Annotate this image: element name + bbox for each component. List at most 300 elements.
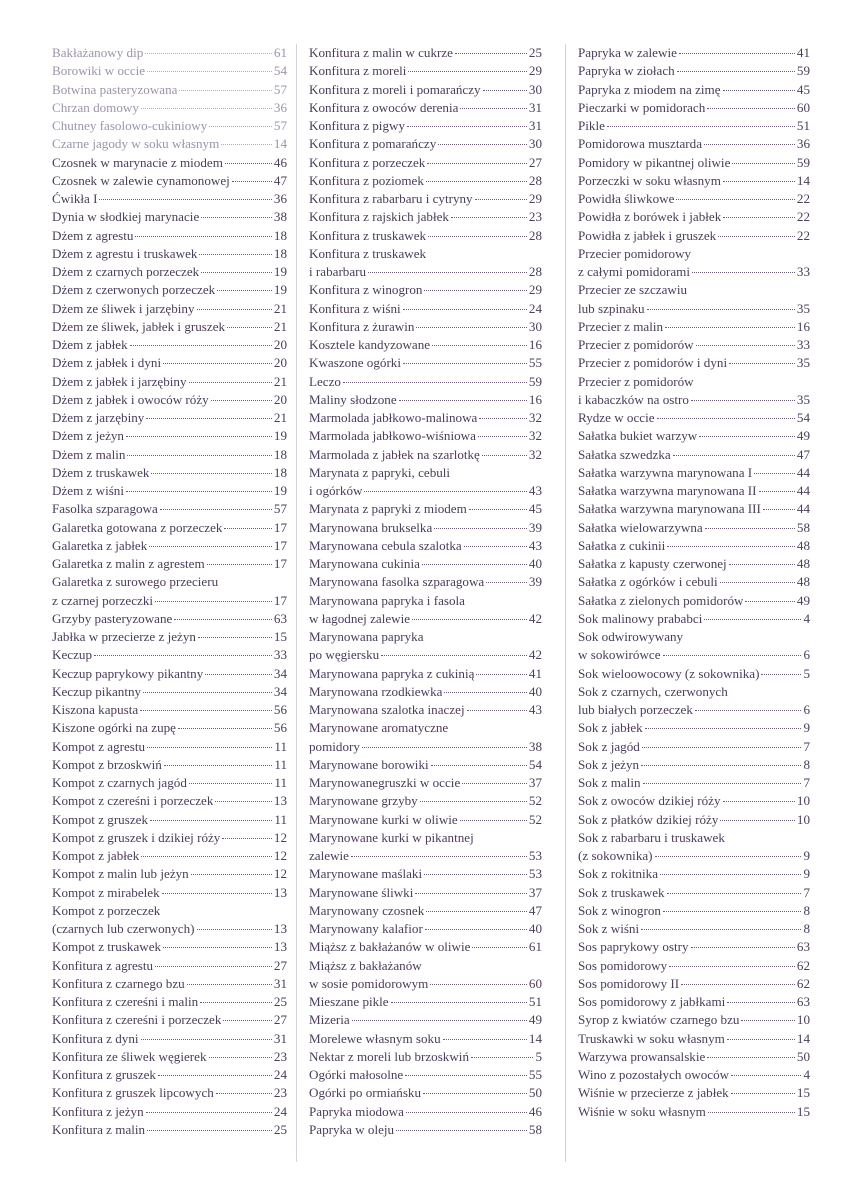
entry-title: Sok z rokitnika <box>578 866 659 882</box>
dot-leader <box>155 955 272 967</box>
entry-page-number: 16 <box>528 391 542 407</box>
entry-title: Dżem z truskawek <box>52 464 150 480</box>
dot-leader <box>223 1009 272 1021</box>
entry-title: Konfitura z poziomek <box>309 172 424 188</box>
dot-leader <box>731 1082 795 1094</box>
entry-title: Powidła śliwkowe <box>578 191 675 206</box>
entry-title: z całymi pomidorami <box>578 264 690 279</box>
entry-page-number: 19 <box>273 282 287 298</box>
entry-page-number: 22 <box>796 191 810 206</box>
entry-title: po węgiersku <box>309 647 380 663</box>
index-entry <box>578 1103 810 1121</box>
dot-leader <box>691 389 795 401</box>
dot-leader <box>424 863 527 875</box>
entry-title: Konfitura z żurawin <box>309 318 415 334</box>
entry-page-number: 14 <box>273 136 287 152</box>
index-entry <box>578 354 810 372</box>
index-entry <box>578 610 810 628</box>
entry-page-number: 39 <box>528 519 542 535</box>
dot-leader <box>695 699 802 711</box>
dot-leader <box>416 316 526 328</box>
entry-page-number: 47 <box>528 902 542 918</box>
entry-page-number: 10 <box>796 793 810 809</box>
dot-leader <box>472 936 526 948</box>
entry-title: Sałatka warzywna marynowana II <box>578 483 757 498</box>
dot-leader <box>362 736 527 748</box>
entry-page-number: 53 <box>528 866 542 882</box>
entry-page-number: 21 <box>273 373 287 389</box>
entry-page-number: 48 <box>796 537 810 553</box>
entry-title: Dżem z jeżyn <box>52 428 124 444</box>
entry-title: Dżem ze śliwek i jarzębiny <box>52 300 195 316</box>
dot-leader <box>368 261 527 273</box>
entry-page-number: 44 <box>796 483 810 498</box>
dot-leader <box>761 663 801 675</box>
entry-page-number: 33 <box>796 337 810 352</box>
entry-page-number: 19 <box>273 428 287 444</box>
dot-leader <box>422 553 527 565</box>
entry-title: Papryka z miodem na zimę <box>578 81 721 97</box>
entry-page-number: 34 <box>273 665 287 681</box>
entry-title: Wino z pozostałych owoców <box>578 1067 730 1082</box>
index-entry <box>309 610 542 628</box>
entry-page-number: 48 <box>796 574 810 590</box>
entry-title: Marynowana cukinia <box>309 556 420 571</box>
entry-page-number: 56 <box>273 702 287 717</box>
dot-leader <box>438 133 527 145</box>
entry-page-number: 32 <box>528 428 542 444</box>
entry-title: Dżem ze śliwek, jabłek i gruszek <box>52 318 226 334</box>
entry-title: Botwina pasteryzowana <box>52 81 178 97</box>
entry-page-number: 18 <box>273 245 287 261</box>
entry-page-number: 17 <box>273 556 287 571</box>
entry-title: Kompot z gruszek <box>52 811 148 827</box>
dot-leader <box>723 206 795 218</box>
dot-leader <box>641 918 801 930</box>
entry-page-number: 59 <box>796 154 810 170</box>
index-entry <box>52 1121 287 1139</box>
entry-page-number: 19 <box>273 264 287 279</box>
entry-page-number: 35 <box>796 355 810 371</box>
entry-title: i kabaczków na ostro <box>578 391 689 407</box>
entry-title: Papryka w zalewie <box>578 45 677 60</box>
entry-title: Sałatka z ogórków i cebuli <box>578 574 718 590</box>
entry-page-number: 12 <box>273 829 287 845</box>
entry-title: Sok z winogron <box>578 902 661 918</box>
entry-page-number: 21 <box>273 410 287 425</box>
dot-leader <box>426 170 527 182</box>
entry-page-number: 20 <box>273 391 287 407</box>
entry-title: i ogórków <box>309 483 363 498</box>
dot-leader <box>412 608 527 620</box>
entry-title: Konfitura z rabarbaru i cytryny <box>309 191 473 206</box>
dot-leader <box>720 809 795 821</box>
entry-title: Bakłażanowy dip <box>52 45 144 60</box>
entry-title: w sosie pomidorowym <box>309 975 429 991</box>
dot-leader <box>147 736 272 748</box>
dot-leader <box>164 754 273 766</box>
entry-page-number: 54 <box>796 410 810 425</box>
dot-leader <box>149 535 272 547</box>
entry-title: Marynowany kalafior <box>309 921 423 936</box>
dot-leader <box>189 772 273 784</box>
entry-title: Kompot z malin lub jeżyn <box>52 866 189 882</box>
entry-title: Konfitura z malin w cukrze <box>309 45 453 60</box>
entry-page-number: 44 <box>796 501 810 517</box>
dot-leader <box>479 407 527 419</box>
entry-page-number: 30 <box>528 136 542 152</box>
dot-leader <box>351 845 527 857</box>
entry-page-number: 50 <box>528 1085 542 1101</box>
entry-page-number: 15 <box>796 1085 810 1101</box>
dot-leader <box>217 279 272 291</box>
dot-leader <box>209 1046 272 1058</box>
entry-title: Rydze w occie <box>578 410 655 425</box>
dot-leader <box>163 352 272 364</box>
entry-page-number: 31 <box>528 118 542 133</box>
entry-page-number: 29 <box>528 282 542 298</box>
entry-page-number: 7 <box>803 738 810 754</box>
entry-title: Konfitura z czereśni i porzeczek <box>52 1012 222 1028</box>
entry-title: Konfitura z moreli <box>309 63 407 79</box>
dot-leader <box>720 571 795 583</box>
entry-title: Konfitura z gruszek <box>52 1067 156 1082</box>
entry-page-number: 5 <box>535 1048 542 1064</box>
entry-title: z czarnej porzeczki <box>52 592 154 608</box>
entry-title: Konfitura z czereśni i malin <box>52 994 199 1009</box>
entry-page-number: 24 <box>273 1103 287 1119</box>
entry-page-number: 17 <box>273 592 287 608</box>
entry-title: Marmolada jabłkowo-malinowa <box>309 410 478 425</box>
index-entry <box>578 263 810 281</box>
entry-page-number: 55 <box>528 1067 542 1082</box>
entry-page-number: 43 <box>528 537 542 553</box>
entry-title: Marmolada jabłkowo-wiśniowa <box>309 428 476 444</box>
entry-page-number: 25 <box>528 45 542 60</box>
dot-leader <box>432 334 527 346</box>
dot-leader <box>741 1009 794 1021</box>
entry-title: Konfitura z czarnego bzu <box>52 975 185 991</box>
dot-leader <box>669 955 795 967</box>
entry-title: Kompot z czereśni i porzeczek <box>52 793 214 809</box>
entry-page-number: 40 <box>528 556 542 571</box>
dot-leader <box>215 790 271 802</box>
dot-leader <box>146 1101 272 1113</box>
dot-leader <box>207 553 272 565</box>
entry-page-number: 59 <box>528 373 542 389</box>
entry-title: Sos pomidorowy II <box>578 975 680 991</box>
index-entry <box>578 227 810 245</box>
entry-page-number: 4 <box>803 1067 810 1082</box>
dot-leader <box>431 754 527 766</box>
entry-title: Ogórki małosolne <box>309 1067 404 1082</box>
dot-leader <box>428 225 527 237</box>
entry-title: Sok z rabarbaru i truskawek <box>578 829 725 845</box>
entry-title: Pieczarki w pomidorach <box>578 99 706 115</box>
entry-title: Truskawki w soku własnym <box>578 1030 725 1046</box>
entry-page-number: 56 <box>273 720 287 736</box>
entry-title: Sok z jagód <box>578 738 640 754</box>
entry-title: Jabłka w przecierze z jeżyn <box>52 629 196 644</box>
entry-title: Przecier z pomidorów <box>578 373 694 389</box>
entry-page-number: 63 <box>796 994 810 1009</box>
entry-page-number: 24 <box>273 1067 287 1082</box>
entry-title: Sałatka warzywna marynowana I <box>578 464 753 480</box>
dot-leader <box>158 1064 272 1076</box>
entry-page-number: 57 <box>273 81 287 97</box>
index-entry <box>309 701 542 719</box>
entry-title: Konfitura z malin <box>52 1121 146 1137</box>
dot-leader <box>403 298 527 310</box>
entry-page-number: 52 <box>528 811 542 827</box>
entry-page-number: 21 <box>273 300 287 316</box>
entry-title: w łagodnej zalewie <box>309 610 411 626</box>
entry-page-number: 37 <box>528 775 542 790</box>
dot-leader <box>455 42 527 54</box>
entry-title: Kompot z brzoskwiń <box>52 756 162 772</box>
entry-title: pomidory <box>309 738 360 754</box>
entry-title: Papryka miodowa <box>309 1103 404 1119</box>
dot-leader <box>141 97 272 109</box>
dot-leader <box>424 279 526 291</box>
entry-page-number: 49 <box>796 428 810 444</box>
entry-title: Galaretka z malin z agrestem <box>52 556 205 571</box>
entry-page-number: 7 <box>803 884 810 900</box>
entry-page-number: 31 <box>273 1030 287 1046</box>
entry-page-number: 57 <box>273 501 287 517</box>
dot-leader <box>691 936 795 948</box>
entry-title: Galaretka z surowego przecieru <box>52 574 219 590</box>
dot-leader <box>201 206 272 218</box>
entry-page-number: 38 <box>528 738 542 754</box>
entry-page-number: 13 <box>273 793 287 809</box>
index-entry <box>309 227 542 245</box>
entry-title: Sałatka wielowarzywna <box>578 519 703 535</box>
entry-page-number: 33 <box>273 647 287 663</box>
entry-title: Marynowana rzodkiewka <box>309 683 443 699</box>
entry-title: Konfitura z pomarańczy <box>309 136 437 152</box>
entry-page-number: 16 <box>528 337 542 352</box>
entry-title: Konfitura z porzeczek <box>309 154 426 170</box>
dot-leader <box>415 882 527 894</box>
entry-page-number: 11 <box>274 811 287 827</box>
entry-title: Kiszone ogórki na zupę <box>52 720 176 736</box>
index-entry <box>309 938 542 956</box>
entry-title: Przecier pomidorowy <box>578 245 692 261</box>
entry-page-number: 23 <box>273 1085 287 1101</box>
entry-title: Porzeczki w soku własnym <box>578 172 721 188</box>
dot-leader <box>727 1028 795 1040</box>
entry-title: Sałatka z kapusty czerwonej <box>578 556 727 571</box>
entry-title: Sok z malin <box>578 775 641 790</box>
entry-title: Sok z wiśni <box>578 921 640 936</box>
dot-leader <box>200 991 272 1003</box>
entry-page-number: 37 <box>528 884 542 900</box>
dot-leader <box>147 60 272 72</box>
entry-title: Dżem z czerwonych porzeczek <box>52 282 216 298</box>
entry-title: Syrop z kwiatów czarnego bzu <box>578 1012 740 1028</box>
entry-title: w sokowirówce <box>578 647 661 663</box>
entry-title: Kompot z truskawek <box>52 939 162 955</box>
dot-leader <box>676 188 795 200</box>
entry-page-number: 24 <box>528 300 542 316</box>
entry-page-number: 48 <box>796 556 810 571</box>
entry-page-number: 54 <box>273 63 287 79</box>
dot-leader <box>209 115 272 127</box>
entry-title: Marynata z papryki, cebuli <box>309 464 451 480</box>
entry-title: Sok z truskawek <box>578 884 665 900</box>
entry-page-number: 44 <box>796 464 810 480</box>
dot-leader <box>476 663 526 675</box>
entry-page-number: 13 <box>273 939 287 955</box>
dot-leader <box>141 845 272 857</box>
dot-leader <box>145 42 272 54</box>
entry-page-number: 41 <box>796 45 810 60</box>
entry-page-number: 43 <box>528 483 542 498</box>
entry-title: lub szpinaku <box>578 300 645 316</box>
entry-title: Kwaszone ogórki <box>309 355 401 371</box>
index-entry <box>578 665 810 683</box>
index-entry <box>309 1121 542 1139</box>
entry-page-number: 62 <box>796 975 810 991</box>
entry-title: Kosztele kandyzowane <box>309 337 431 352</box>
entry-page-number: 30 <box>528 81 542 97</box>
dot-leader <box>464 535 527 547</box>
dot-leader <box>673 444 795 456</box>
entry-title: Kompot z agrestu <box>52 738 146 754</box>
entry-title: Sos paprykowy ostry <box>578 939 689 955</box>
dot-leader <box>189 371 272 383</box>
entry-title: Konfitura z rajskich jabłek <box>309 209 449 225</box>
entry-page-number: 36 <box>273 191 287 206</box>
index-entry <box>52 884 287 902</box>
entry-title: i rabarbaru <box>309 264 367 279</box>
dot-leader <box>763 498 795 510</box>
entry-page-number: 36 <box>273 99 287 115</box>
entry-title: Leczo <box>309 373 341 389</box>
dot-leader <box>130 334 272 346</box>
entry-page-number: 58 <box>796 519 810 535</box>
entry-title: Kompot z czarnych jagód <box>52 775 187 790</box>
entry-page-number: 41 <box>528 665 542 681</box>
entry-page-number: 18 <box>273 464 287 480</box>
entry-title: Keczup pikantny <box>52 683 142 699</box>
dot-leader <box>723 790 795 802</box>
dot-leader <box>732 152 795 164</box>
index-entry <box>578 811 810 829</box>
entry-page-number: 27 <box>273 1012 287 1028</box>
entry-title: Sok z owoców dzikiej róży <box>578 793 721 809</box>
entry-title: Marynowana fasolka szparagowa <box>309 574 485 590</box>
entry-page-number: 47 <box>796 446 810 462</box>
entry-title: Wiśnie w przecierze z jabłek <box>578 1085 729 1101</box>
entry-title: Sok wieloowocowy (z sokownika) <box>578 665 760 681</box>
entry-page-number: 7 <box>803 775 810 790</box>
index-entry <box>309 811 542 829</box>
entry-page-number: 46 <box>273 154 287 170</box>
dot-leader <box>391 991 527 1003</box>
entry-title: Dżem z jabłek <box>52 337 128 352</box>
dot-leader <box>135 225 271 237</box>
entry-page-number: 63 <box>273 610 287 626</box>
entry-page-number: 49 <box>796 592 810 608</box>
entry-title: zalewie <box>309 848 349 863</box>
entry-page-number: 46 <box>528 1103 542 1119</box>
dot-leader <box>663 900 802 912</box>
dot-leader <box>227 316 272 328</box>
entry-title: Sałatka bukiet warzyw <box>578 428 698 444</box>
entry-page-number: 33 <box>796 264 810 279</box>
entry-page-number: 27 <box>273 957 287 973</box>
dot-leader <box>707 1046 795 1058</box>
entry-page-number: 40 <box>528 683 542 699</box>
entry-title: Wiśnie w soku własnym <box>578 1103 706 1119</box>
entry-title: Papryka w oleju <box>309 1121 395 1137</box>
entry-page-number: 57 <box>273 118 287 133</box>
entry-title: Nektar z moreli lub brzoskwiń <box>309 1048 469 1064</box>
entry-page-number: 51 <box>796 118 810 133</box>
entry-title: Sałatka z cukinii <box>578 537 666 553</box>
index-entry <box>309 446 542 464</box>
dot-leader <box>665 316 795 328</box>
entry-title: Dżem z jabłek i jarzębiny <box>52 373 187 389</box>
dot-leader <box>146 407 272 419</box>
entry-title: Konfitura z pigwy <box>309 118 405 133</box>
dot-leader <box>471 1046 533 1058</box>
dot-leader <box>708 1101 795 1113</box>
entry-title: Konfitura z owoców derenia <box>309 99 459 115</box>
entry-title: Galaretka z jabłek <box>52 537 148 553</box>
entry-title: Sałatka szwedzka <box>578 446 671 462</box>
entry-title: Fasolka szparagowa <box>52 501 158 517</box>
dot-leader <box>645 717 802 729</box>
entry-title: Konfitura z wiśni <box>309 300 401 316</box>
dot-leader <box>667 882 802 894</box>
entry-page-number: 15 <box>796 1103 810 1119</box>
entry-page-number: 55 <box>528 355 542 371</box>
dot-leader <box>663 644 802 656</box>
dot-leader <box>187 973 272 985</box>
index-column-1 <box>52 44 287 1139</box>
dot-leader <box>705 517 795 529</box>
dot-leader <box>731 1064 801 1076</box>
dot-leader <box>729 352 795 364</box>
dot-leader <box>667 535 795 547</box>
entry-title: Marynowanegruszki w occie <box>309 775 461 790</box>
dot-leader <box>723 170 795 182</box>
entry-page-number: 10 <box>796 811 810 827</box>
entry-page-number: 47 <box>273 172 287 188</box>
entry-title: Miąższ z bakłażanów w oliwie <box>309 939 471 955</box>
entry-page-number: 51 <box>528 994 542 1009</box>
entry-title: Pomidorowa musztarda <box>578 136 703 152</box>
entry-title: Marynowana papryka i fasola <box>309 592 465 608</box>
dot-leader <box>679 42 795 54</box>
entry-title: Konfitura z winogron <box>309 282 423 298</box>
entry-title: Chutney fasolowo-cukiniowy <box>52 118 208 133</box>
entry-title: Marynowany czosnek <box>309 902 425 918</box>
entry-title: Powidła z jabłek i gruszek <box>578 227 717 243</box>
dot-leader <box>642 736 802 748</box>
entry-title: Ćwikła I <box>52 191 98 206</box>
entry-title: Sałatka z zielonych pomidorów <box>578 592 744 608</box>
dot-leader <box>343 371 527 383</box>
entry-page-number: 12 <box>273 848 287 863</box>
entry-title: Marynowane aromatyczne <box>309 720 449 736</box>
index-column-3 <box>578 44 810 1121</box>
entry-page-number: 18 <box>273 446 287 462</box>
entry-title: Sos pomidorowy <box>578 957 668 973</box>
